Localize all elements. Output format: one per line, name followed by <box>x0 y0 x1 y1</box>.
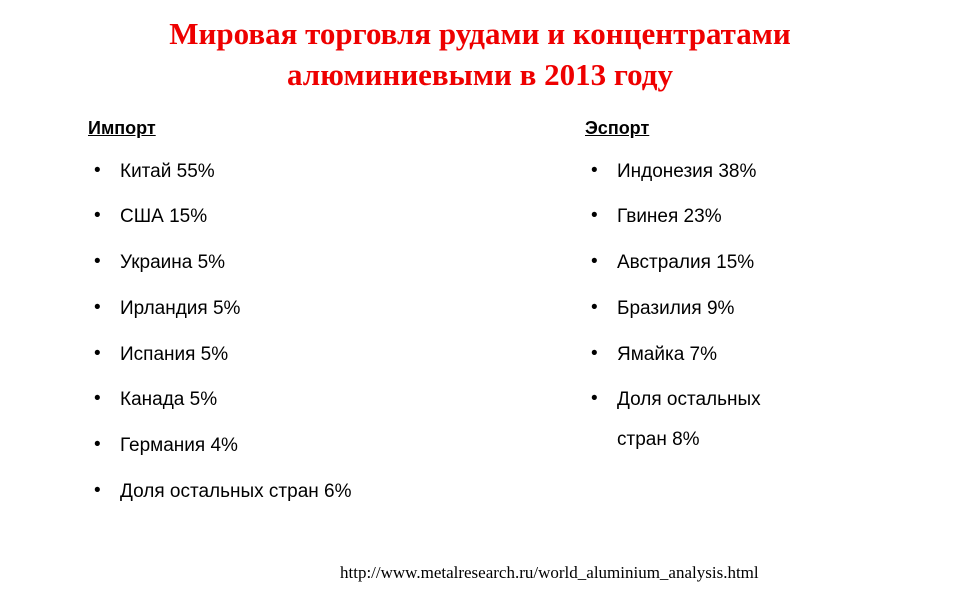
list-item <box>88 434 500 458</box>
list-item <box>88 297 500 321</box>
list-item <box>88 205 500 229</box>
bullet-icon: • <box>94 159 101 181</box>
list-item <box>585 297 960 321</box>
page-title <box>40 14 920 96</box>
list-item <box>88 251 500 275</box>
import-list <box>88 160 500 504</box>
bullet-icon: • <box>94 388 101 410</box>
export-heading: Эспорт <box>585 118 650 138</box>
list-item <box>88 388 500 412</box>
title-line-1: Мировая торговля рудами и концентратами <box>169 16 791 51</box>
list-item <box>88 160 500 184</box>
list-item <box>585 160 960 184</box>
list-item-label: Индонезия 38% <box>617 160 757 182</box>
bullet-icon: • <box>94 251 101 273</box>
list-item <box>88 343 500 367</box>
list-item-label-wrap: стран 8% <box>617 429 700 451</box>
list-item-label: Германия 4% <box>120 435 238 457</box>
bullet-icon: • <box>94 342 101 364</box>
list-item-label: Гвинея 23% <box>617 206 722 228</box>
list-item-label: США 15% <box>120 206 208 228</box>
bullet-icon: • <box>591 205 598 227</box>
list-item-label: Ирландия 5% <box>120 297 241 319</box>
list-item-label: Канада 5% <box>120 389 218 411</box>
list-item <box>585 205 960 229</box>
bullet-icon: • <box>591 251 598 273</box>
list-item-label: Испания 5% <box>120 343 229 365</box>
export-list <box>585 160 960 452</box>
list-item-label: Ямайка 7% <box>617 343 718 365</box>
bullet-icon: • <box>94 434 101 456</box>
import-column <box>0 118 500 526</box>
list-item <box>585 388 960 452</box>
bullet-icon: • <box>94 296 101 318</box>
export-column <box>500 118 960 526</box>
list-item-label: Китай 55% <box>120 160 215 182</box>
list-item <box>585 343 960 367</box>
bullet-icon: • <box>94 479 101 501</box>
list-item <box>585 251 960 275</box>
bullet-icon: • <box>94 205 101 227</box>
content-columns <box>0 118 960 526</box>
import-heading: Импорт <box>88 118 156 138</box>
bullet-icon: • <box>591 159 598 181</box>
list-item-label: Доля остальных <box>617 389 761 411</box>
list-item-label: Бразилия 9% <box>617 297 735 319</box>
list-item-label: Австралия 15% <box>617 252 755 274</box>
bullet-icon: • <box>591 296 598 318</box>
list-item-label: Доля остальных стран 6% <box>120 480 352 502</box>
source-url[interactable]: http://www.metalresearch.ru/world_aluminium_analysis.html <box>340 563 759 582</box>
bullet-icon: • <box>591 342 598 364</box>
list-item-label: Украина 5% <box>120 252 226 274</box>
title-line-2: алюминиевыми в 2013 году <box>287 56 673 92</box>
bullet-icon: • <box>591 388 598 410</box>
list-item <box>88 480 500 504</box>
